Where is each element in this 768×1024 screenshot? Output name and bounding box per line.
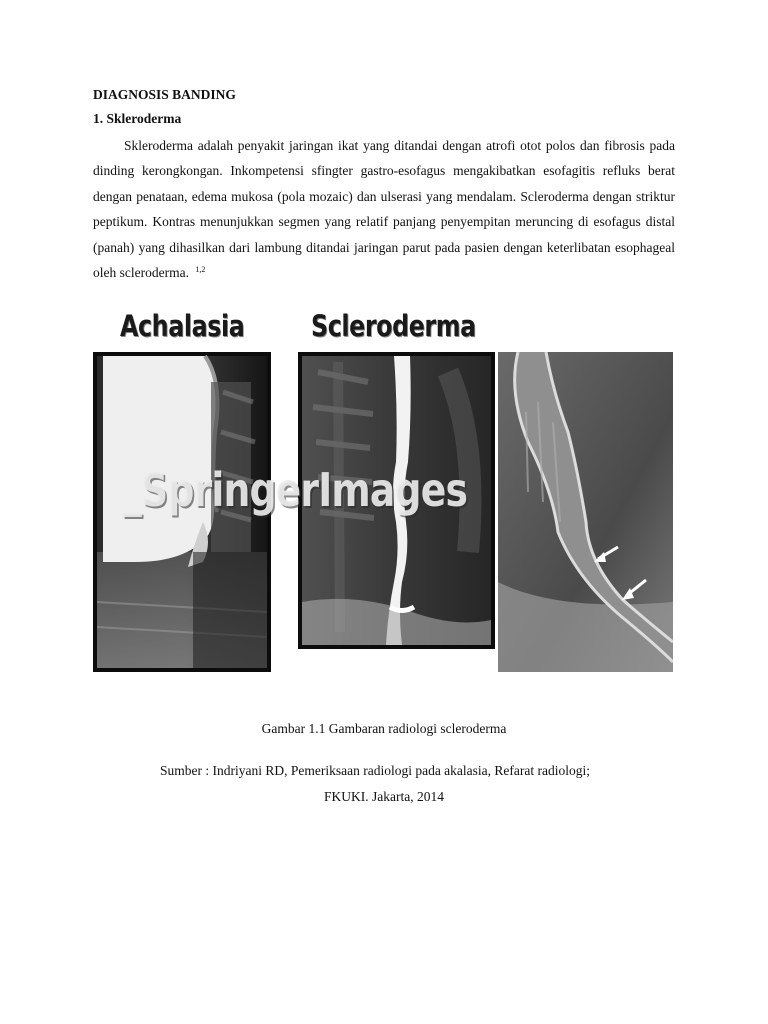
section-heading: DIAGNOSIS BANDING: [93, 87, 236, 102]
paragraph-text: Skleroderma adalah penyakit jaringan ikat yang ditandai dengan atrofi otot polos dan fibrosis pada dinding kerongkongan. Inkompetensi sfingter gastro-esofagus mengakibatkan esofagitis refluks berat dengan penataan, edema mukosa (pola mozaic) dan ulserasi yang mendalam. Scleroderma dengan striktur peptikum. Kontras menunjukkan segmen yang relatif panjang penyempitan meruncing di esofagus distal (panah) yang dihasilkan dari lambung ditandai jaringan parut pada pasien dengan keterlibatan esophageal oleh scleroderma.: [93, 138, 675, 281]
scleroderma-label: Scleroderma: [311, 309, 476, 343]
watermark-text: _SpringerImages: [123, 463, 468, 517]
figure-caption: Gambar 1.1 Gambaran radiologi scleroderma: [261, 721, 507, 736]
source-line-2: FKUKI. Jakarta, 2014: [324, 789, 444, 804]
body-paragraph: [93, 133, 675, 285]
source-line-1: Sumber : Indriyani RD, Pemeriksaan radiologi pada akalasia, Refarat radiologi;: [160, 763, 590, 778]
radiology-figure: [93, 305, 673, 675]
achalasia-label: Achalasia: [120, 309, 245, 343]
citation-superscript: 1,2: [195, 264, 206, 274]
scleroderma-xray-image-2: [498, 352, 673, 672]
subsection-heading: 1. Skleroderma: [93, 111, 182, 126]
